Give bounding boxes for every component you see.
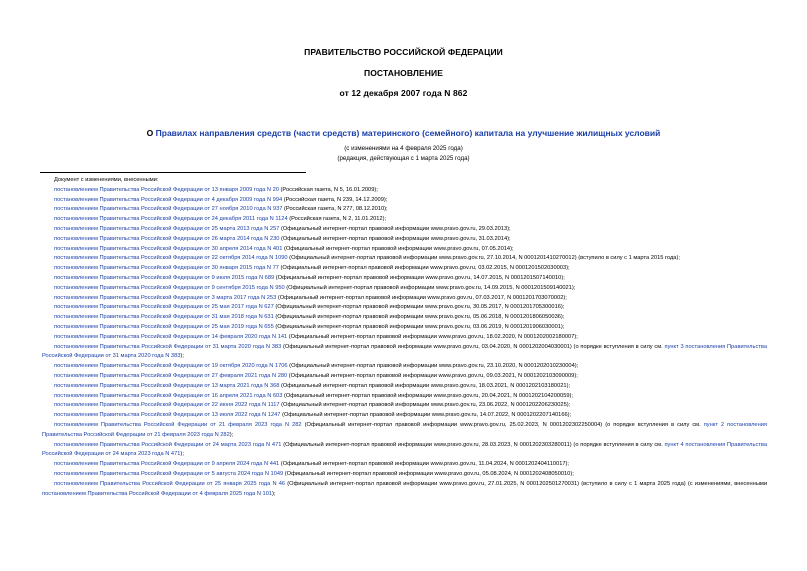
change-source: (Официальный интернет-портал правовой информации www.pravo.gov.ru, 31.03.2014);	[279, 235, 511, 242]
change-tail: );	[180, 451, 184, 458]
change-link[interactable]: постановлением Правительства Российской Федерации от 13 января 2009 года N 20	[54, 186, 279, 193]
change-source: (Официальный интернет-портал правовой информации www.pravo.gov.ru, 14.09.2015, N 0001201509140021);	[284, 284, 576, 291]
change-source: (Официальный интернет-портал правовой информации www.pravo.gov.ru, 05.08.2024, N 0001202408050010);	[283, 470, 574, 477]
change-source: (Российская газета, N 277, 08.12.2010);	[282, 206, 388, 213]
change-item	[42, 382, 767, 392]
change-link[interactable]: постановлением Правительства Российской Федерации от 25 марта 2013 года N 257	[54, 225, 280, 232]
change-source: (Официальный интернет-портал правовой информации www.pravo.gov.ru, 07.03.2017, N 0001201703070002);	[276, 294, 567, 301]
change-source: (Российская газета, N 239, 14.12.2009);	[282, 196, 388, 203]
change-link[interactable]: постановлением Правительства Российской Федерации от 26 марта 2014 года N 230	[54, 235, 280, 242]
change-link[interactable]: постановлением Правительства Российской Федерации от 25 мая 2017 года N 627	[54, 304, 274, 311]
change-item	[42, 254, 767, 264]
changes-heading: Документ с изменениями, внесенными:	[54, 177, 159, 183]
change-item	[42, 284, 767, 294]
change-item	[42, 196, 767, 206]
change-source: (Российская газета, N 5, 16.01.2009);	[278, 186, 378, 193]
change-source: (Официальный интернет-портал правовой информации www.pravo.gov.ru, 20.04.2021, N 0001202104200059);	[282, 392, 574, 399]
change-item	[42, 441, 767, 461]
change-link[interactable]: постановлением Правительства Российской Федерации от 25 мая 2019 года N 655	[54, 323, 274, 330]
changes-list	[42, 176, 767, 499]
change-item	[42, 303, 767, 313]
change-item	[42, 480, 767, 500]
change-link[interactable]: постановлением Правительства Российской Федерации от 16 апреля 2021 года N 603	[54, 392, 283, 399]
change-link[interactable]: постановлением Правительства Российской Федерации от 5 августа 2024 года N 1049	[54, 470, 284, 477]
change-source: (Официальный интернет-портал правовой информации www.pravo.gov.ru, 03.04.2020, N 0001202004030001) (о порядке вступления в силу см.	[281, 343, 665, 350]
change-source: (Официальный интернет-портал правовой информации www.pravo.gov.ru, 03.02.2015, N 0001201502030003);	[278, 265, 570, 272]
change-source: (Официальный интернет-портал правовой информации www.pravo.gov.ru, 27.10.2014, N 0001201410270012) (вступило в силу с 1 марта 2015 года);	[287, 255, 680, 262]
change-link[interactable]: постановлением Правительства Российской Федерации от 9 сентября 2015 года N 950	[54, 284, 285, 291]
title-link[interactable]: Правилах направления средств (части средств) материнского (семейного) капитала на улучшение жилищных условий	[155, 128, 661, 138]
change-source: (Официальный интернет-портал правовой информации www.pravo.gov.ru, 27.01.2025, N 0001202501270031) (вступило в силу с 1 марта 2025 года) (с изменениями, внесенными	[285, 480, 767, 487]
change-source: (Официальный интернет-портал правовой информации www.pravo.gov.ru, 09.03.2021, N 0001202103090009);	[287, 372, 578, 379]
change-link[interactable]: постановлением Правительства Российской Федерации от 25 января 2025 года N 46	[54, 480, 286, 487]
change-link[interactable]: постановлением Правительства Российской Федерации от 24 марта 2023 года N 471	[54, 441, 282, 448]
change-source: (Официальный интернет-портал правовой информации www.pravo.gov.ru, 05.06.2018, N 0001201806050036);	[273, 314, 565, 321]
change-link[interactable]: постановлением Правительства Российской Федерации от 13 марта 2021 года N 368	[54, 382, 280, 389]
change-source: (Официальный интернет-портал правовой информации www.pravo.gov.ru, 18.03.2021, N 0001202103180021);	[279, 382, 571, 389]
change-tail: );	[229, 431, 234, 438]
change-item	[42, 274, 767, 284]
change-item	[42, 215, 767, 225]
change-item	[42, 264, 767, 274]
change-item	[42, 186, 767, 196]
edition-status: (редакция, действующая с 1 марта 2025 года)	[337, 155, 470, 162]
document-date-number: от 12 декабря 2007 года N 862	[339, 88, 468, 98]
change-item	[42, 411, 767, 421]
change-item	[42, 392, 767, 402]
change-item	[42, 333, 767, 343]
government-heading: ПРАВИТЕЛЬСТВО РОССИЙСКОЙ ФЕДЕРАЦИИ	[304, 47, 503, 57]
change-link[interactable]: постановлением Правительства Российской Федерации от 22 октября 2014 года N 1090	[54, 255, 288, 262]
change-item	[42, 421, 767, 441]
change-tail: );	[180, 353, 184, 360]
change-item	[42, 323, 767, 333]
change-reference-link[interactable]: пункт 3 постановления Правительства Российской Федерации от 31 марта 2020 года N 383	[42, 343, 768, 360]
document-type: ПОСТАНОВЛЕНИЕ	[364, 68, 443, 78]
change-link[interactable]: постановлением Правительства Российской Федерации от 31 мая 2018 года N 631	[54, 314, 274, 321]
change-reference-link[interactable]: пункт 2 постановления Правительства Российской Федерации от 21 февраля 2023 года N 282	[42, 421, 767, 438]
change-item	[42, 372, 767, 382]
change-reference-link[interactable]: постановлением Правительства Российской Федерации от 4 февраля 2025 года N 101	[42, 490, 273, 497]
change-source: (Официальный интернет-портал правовой информации www.pravo.gov.ru, 14.07.2022, N 0001202207140166);	[280, 412, 572, 419]
change-link[interactable]: постановлением Правительства Российской Федерации от 31 марта 2020 года N 383	[54, 343, 282, 350]
change-link[interactable]: постановлением Правительства Российской Федерации от 21 февраля 2023 года N 282	[54, 421, 302, 428]
changes-status: (с изменениями на 4 февраля 2025 года)	[344, 145, 463, 152]
change-link[interactable]: постановлением Правительства Российской Федерации от 9 апреля 2024 года N 441	[54, 461, 280, 468]
change-source: (Официальный интернет-портал правовой информации www.pravo.gov.ru, 28.03.2023, N 0001202303280011) (о порядке вступления в силу см.	[281, 441, 665, 448]
title-prefix: О	[146, 128, 156, 138]
change-item	[42, 313, 767, 323]
change-item	[42, 343, 767, 363]
change-item	[42, 470, 767, 480]
change-source: (Официальный интернет-портал правовой информации www.pravo.gov.ru, 07.05.2014);	[282, 245, 514, 252]
change-source: (Официальный интернет-портал правовой информации www.pravo.gov.ru, 11.04.2024, N 0001202404110017);	[279, 461, 570, 468]
change-link[interactable]: постановлением Правительства Российской Федерации от 19 октября 2020 года N 1706	[54, 363, 288, 370]
change-item	[42, 294, 767, 304]
change-item	[42, 460, 767, 470]
change-source: (Российская газета, N 2, 11.01.2012);	[287, 216, 387, 223]
change-item	[42, 245, 767, 255]
change-item	[42, 205, 767, 215]
change-tail: );	[272, 490, 276, 497]
change-link[interactable]: постановлением Правительства Российской Федерации от 27 ноября 2010 года N 937	[54, 206, 283, 213]
divider	[40, 172, 306, 173]
change-link[interactable]: постановлением Правительства Российской Федерации от 30 апреля 2014 года N 401	[54, 245, 283, 252]
change-source: (Официальный интернет-портал правовой информации www.pravo.gov.ru, 23.10.2020, N 0001202010230004);	[287, 363, 579, 370]
change-link[interactable]: постановлением Правительства Российской Федерации от 14 февраля 2020 года N 141	[54, 333, 288, 340]
change-source: (Официальный интернет-портал правовой информации www.pravo.gov.ru, 23.06.2022, N 0001202206230025);	[279, 402, 571, 409]
change-item	[42, 225, 767, 235]
change-link[interactable]: постановлением Правительства Российской Федерации от 30 января 2015 года N 77	[54, 265, 279, 272]
change-source: (Официальный интернет-портал правовой информации www.pravo.gov.ru, 25.02.2023, N 0001202302250004) (о порядке вступления в силу см.	[301, 421, 704, 428]
change-link[interactable]: постановлением Правительства Российской Федерации от 3 марта 2017 года N 253	[54, 294, 277, 301]
change-item	[42, 362, 767, 372]
change-item	[42, 235, 767, 245]
change-link[interactable]: постановлением Правительства Российской Федерации от 22 июня 2022 года N 1117	[54, 402, 280, 409]
change-reference-link[interactable]: пункт 4 постановления Правительства Российской Федерации от 24 марта 2023 года N 471	[42, 441, 768, 458]
change-source: (Официальный интернет-портал правовой информации www.pravo.gov.ru, 18.02.2020, N 0001202002180007);	[287, 333, 578, 340]
change-source: (Официальный интернет-портал правовой информации www.pravo.gov.ru, 29.03.2013);	[279, 225, 511, 232]
change-link[interactable]: постановлением Правительства Российской Федерации от 27 февраля 2021 года N 280	[54, 372, 288, 379]
change-link[interactable]: постановлением Правительства Российской Федерации от 24 декабря 2011 года N 1124	[54, 216, 288, 223]
change-link[interactable]: постановлением Правительства Российской Федерации от 13 июля 2022 года N 1247	[54, 412, 281, 419]
change-source: (Официальный интернет-портал правовой информации www.pravo.gov.ru, 14.07.2015, N 0001201507140010);	[274, 274, 565, 281]
change-link[interactable]: постановлением Правительства Российской Федерации от 4 декабря 2009 года N 994	[54, 196, 283, 203]
change-source: (Официальный интернет-портал правовой информации www.pravo.gov.ru, 03.06.2019, N 0001201906030001);	[273, 323, 565, 330]
change-source: (Официальный интернет-портал правовой информации www.pravo.gov.ru, 30.05.2017, N 0001201705300016);	[273, 304, 565, 311]
change-link[interactable]: постановлением Правительства Российской Федерации от 9 июля 2015 года N 689	[54, 274, 275, 281]
change-item	[42, 401, 767, 411]
document-title	[0, 128, 807, 138]
